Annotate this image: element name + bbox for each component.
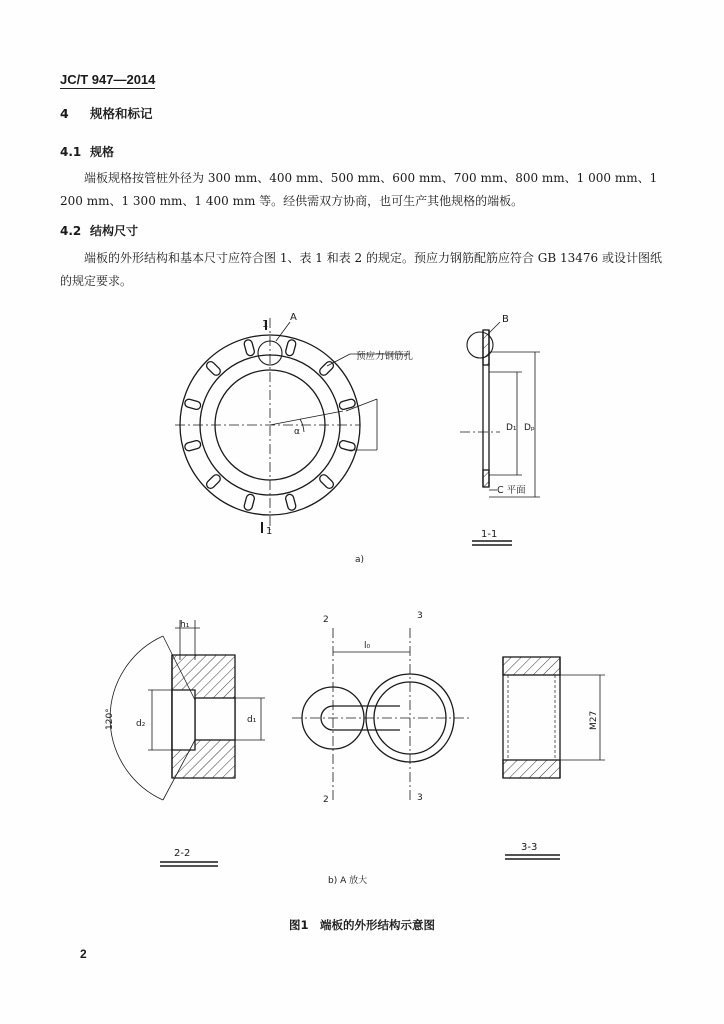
section-mark-2-bottom: 2: [323, 795, 329, 805]
page-number: 2: [80, 947, 87, 961]
section-number: 4.2: [60, 224, 82, 238]
rebar-hole: [285, 494, 297, 512]
standard-number: JC/T 947—2014: [60, 72, 156, 87]
thread-section-3-3: [503, 657, 605, 859]
section-mark-1-top: 1: [262, 319, 269, 330]
c-plane-label: C 平面: [497, 485, 526, 496]
hole-section-2-2: [110, 620, 265, 866]
section-title: 规格: [90, 145, 115, 159]
rebar-hole: [205, 360, 222, 377]
end-plate-section-1-1: [460, 322, 540, 545]
rebar-hole: [205, 473, 222, 490]
figure-title: 图1 端板的外形结构示意图: [288, 918, 435, 932]
rebar-hole-label: 预应力钢筋孔: [356, 351, 414, 362]
rebar-hole: [243, 494, 255, 512]
angle-120-label: 120°: [105, 708, 115, 730]
detail-b-label: B: [502, 314, 509, 325]
rebar-hole: [243, 339, 255, 357]
section-mark-3-bottom: 3: [417, 793, 423, 803]
section-title: 规格和标记: [90, 106, 153, 121]
paragraph-text: 端板规格按管桩外径为 300 mm、400 mm、500 mm、600 mm、700 mm、800 mm、1 000 mm、1 200 mm、1 300 mm、1 400 mm 等。经供需双方协商，也可生产其他规格的端板。: [60, 171, 658, 208]
h1-label: h₁: [180, 620, 190, 630]
angle-alpha-label: α: [294, 427, 300, 437]
paragraph-text: 端板的外形结构和基本尺寸应符合图 1、表 1 和表 2 的规定。预应力钢筋配筋应符合 GB 13476 或设计图纸的规定要求。: [60, 251, 663, 288]
view-3-3-label: 3-3: [521, 842, 538, 853]
subfigure-a-label: a): [355, 555, 365, 565]
m27-label: M27: [589, 710, 599, 730]
d2-label: d₂: [136, 719, 146, 729]
section-mark-3-top: 3: [417, 611, 423, 621]
rebar-hole: [184, 440, 202, 452]
rebar-hole: [318, 473, 335, 490]
view-2-2-label: 2-2: [174, 848, 191, 859]
hole-plan-a: [292, 628, 470, 800]
section-number: 4: [60, 106, 69, 121]
l0-label: l₀: [364, 641, 371, 651]
rebar-hole: [318, 360, 335, 377]
section-title: 结构尺寸: [90, 224, 139, 238]
section-number: 4.1: [60, 145, 82, 159]
rebar-hole: [184, 398, 202, 410]
d1-small-label: d₁: [247, 715, 257, 725]
section-mark-2-top: 2: [323, 615, 329, 625]
view-1-1-label: 1-1: [481, 529, 498, 540]
detail-a-label: A: [290, 312, 297, 323]
section-mark-1-bottom: 1: [266, 526, 273, 537]
subfigure-b-label: b) A 放大: [328, 876, 368, 886]
rebar-hole: [285, 339, 297, 357]
dp-label: Dₚ: [524, 423, 535, 433]
d1-label: D₁: [506, 423, 517, 433]
